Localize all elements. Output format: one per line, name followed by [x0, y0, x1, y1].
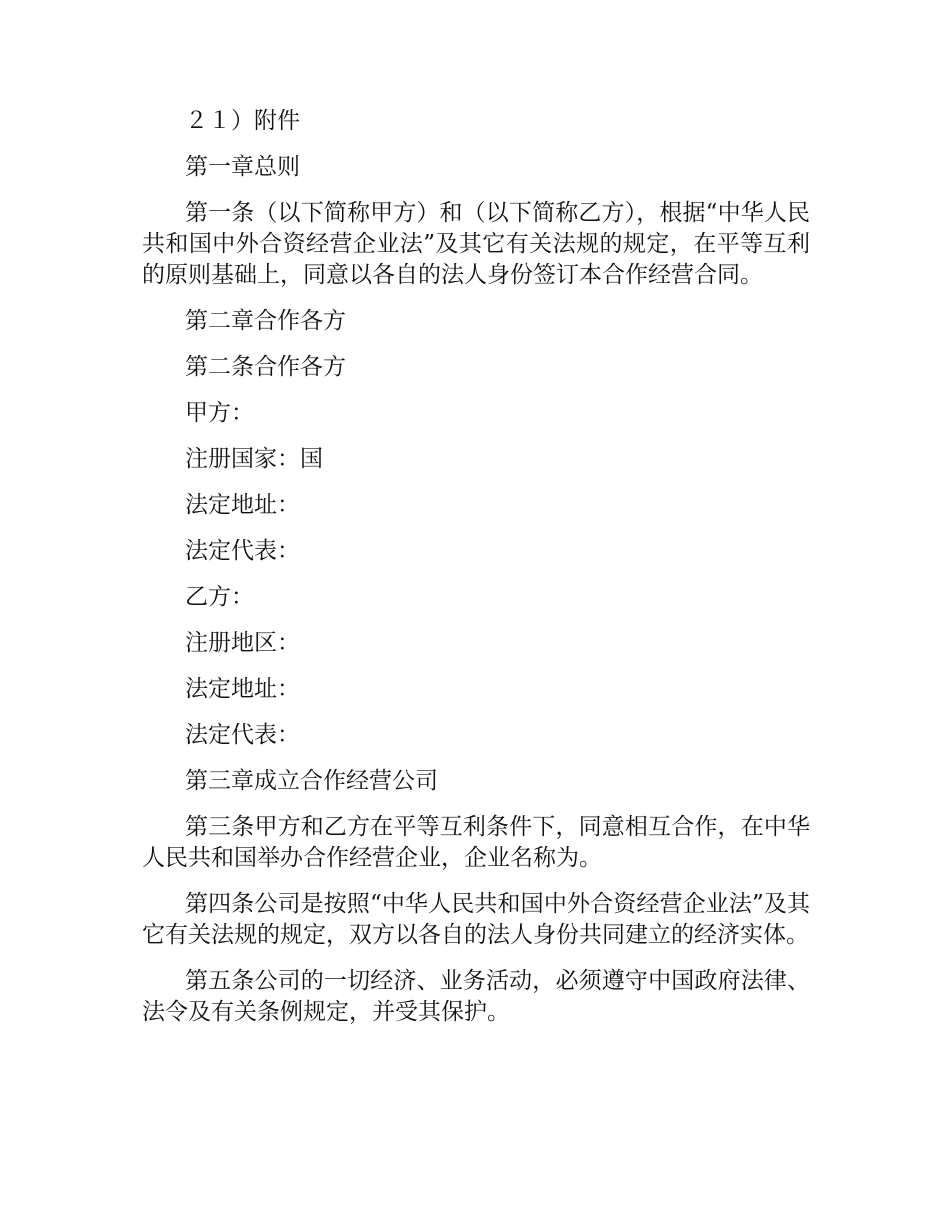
document-page: [142, 106, 810, 1043]
attachment-heading: ２１）附件: [185, 108, 300, 134]
party-a-country: 注册国家：国: [185, 446, 323, 472]
article-5-text: 第五条公司的一切经济、业务活动，必须遵守中国政府法律、法令及有关条例规定，并受其保护。: [142, 968, 810, 1025]
party-a-address: 法定地址：: [185, 492, 300, 518]
chapter-2-title: 第二章合作各方: [185, 308, 346, 334]
article-2-title: 第二条合作各方: [185, 354, 346, 380]
article-4-text: 第四条公司是按照“中华人民共和国中外合资经营企业法”及其它有关法规的规定，双方以各自的法人身份共同建立的经济实体。: [142, 891, 810, 948]
chapter-1-title: 第一章总则: [185, 154, 300, 180]
party-b-address: 法定地址：: [185, 676, 300, 702]
party-a-label: 甲方：: [185, 400, 254, 426]
party-b-region: 注册地区：: [185, 630, 300, 656]
article-1-text: 第一条（以下简称甲方）和（以下简称乙方），根据“中华人民共和国中外合资经营企业法”及其它有关法规的规定，在平等互利的原则基础上，同意以各自的法人身份签订本合作经营合同。: [142, 200, 810, 288]
article-3-text: 第三条甲方和乙方在平等互利条件下，同意相互合作，在中华人民共和国举办合作经营企业，企业名称为。: [142, 814, 810, 871]
party-b-representative: 法定代表：: [185, 722, 300, 748]
chapter-3-title: 第三章成立合作经营公司: [185, 768, 438, 794]
party-a-representative: 法定代表：: [185, 538, 300, 564]
party-b-label: 乙方：: [185, 584, 254, 610]
